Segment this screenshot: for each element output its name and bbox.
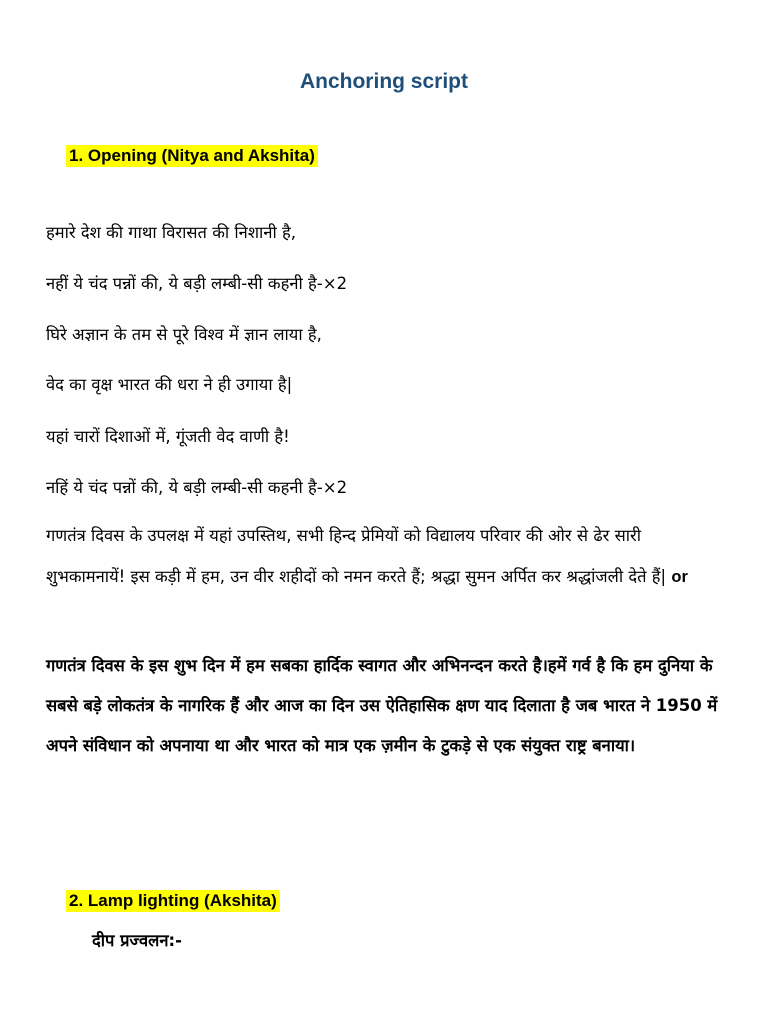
greeting-paragraph	[46, 515, 718, 598]
poem-line-2: नहीं ये चंद पन्नों की, ये बड़ी लम्बी-सी कहनी है-×2	[46, 274, 348, 293]
section-heading-lamp-lighting: 2. Lamp lighting (Akshita)	[66, 890, 280, 912]
poem-line-1: हमारे देश की गाथा विरासत की निशानी है,	[46, 223, 297, 242]
or-label: or	[671, 568, 688, 586]
poem-line-3: घिरे अज्ञान के तम से पूरे विश्व में ज्ञान लाया है,	[46, 325, 322, 344]
section-heading-opening: 1. Opening (Nitya and Akshita)	[66, 145, 318, 167]
poem-line-6: नहिं ये चंद पन्नों की, ये बड़ी लम्बी-सी कहनी है-×2	[46, 478, 348, 497]
welcome-paragraph: गणतंत्र दिवस के इस शुभ दिन में हम सबका हार्दिक स्वागत और अभिनन्दन करते है।हमें गर्व है कि हम दुनिया के सबसे बड़े लोकतंत्र के नागरिक हैं और आज का दिन उस ऐतिहासिक क्षण याद दिलाता है जब भारत ने 1950 में अपने संविधान को अपनाया था और भारत को मात्र एक ज़मीन के टुकड़े से एक संयुक्त राष्ट्र बनाया।	[46, 656, 718, 755]
document-title: Anchoring script	[299, 70, 468, 93]
lamp-lighting-subheading: दीप प्रज्वलन:-	[92, 931, 182, 950]
poem-line-5: यहां चारों दिशाओं में, गूंजती वेद वाणी है!	[46, 427, 290, 446]
poem-line-4: वेद का वृक्ष भारत की धरा ने ही उगाया है|	[46, 375, 293, 394]
greeting-text: गणतंत्र दिवस के उपलक्ष में यहां उपस्तिथ, सभी हिन्द प्रेमियों को विद्यालय परिवार की ओर से ढेर सारी शुभकामनायें! इस कड़ी में हम, उन वीर शहीदों को नमन करते हैं; श्रद्धा सुमन अर्पित कर श्रद्धांजली देते हैं|	[46, 526, 667, 586]
